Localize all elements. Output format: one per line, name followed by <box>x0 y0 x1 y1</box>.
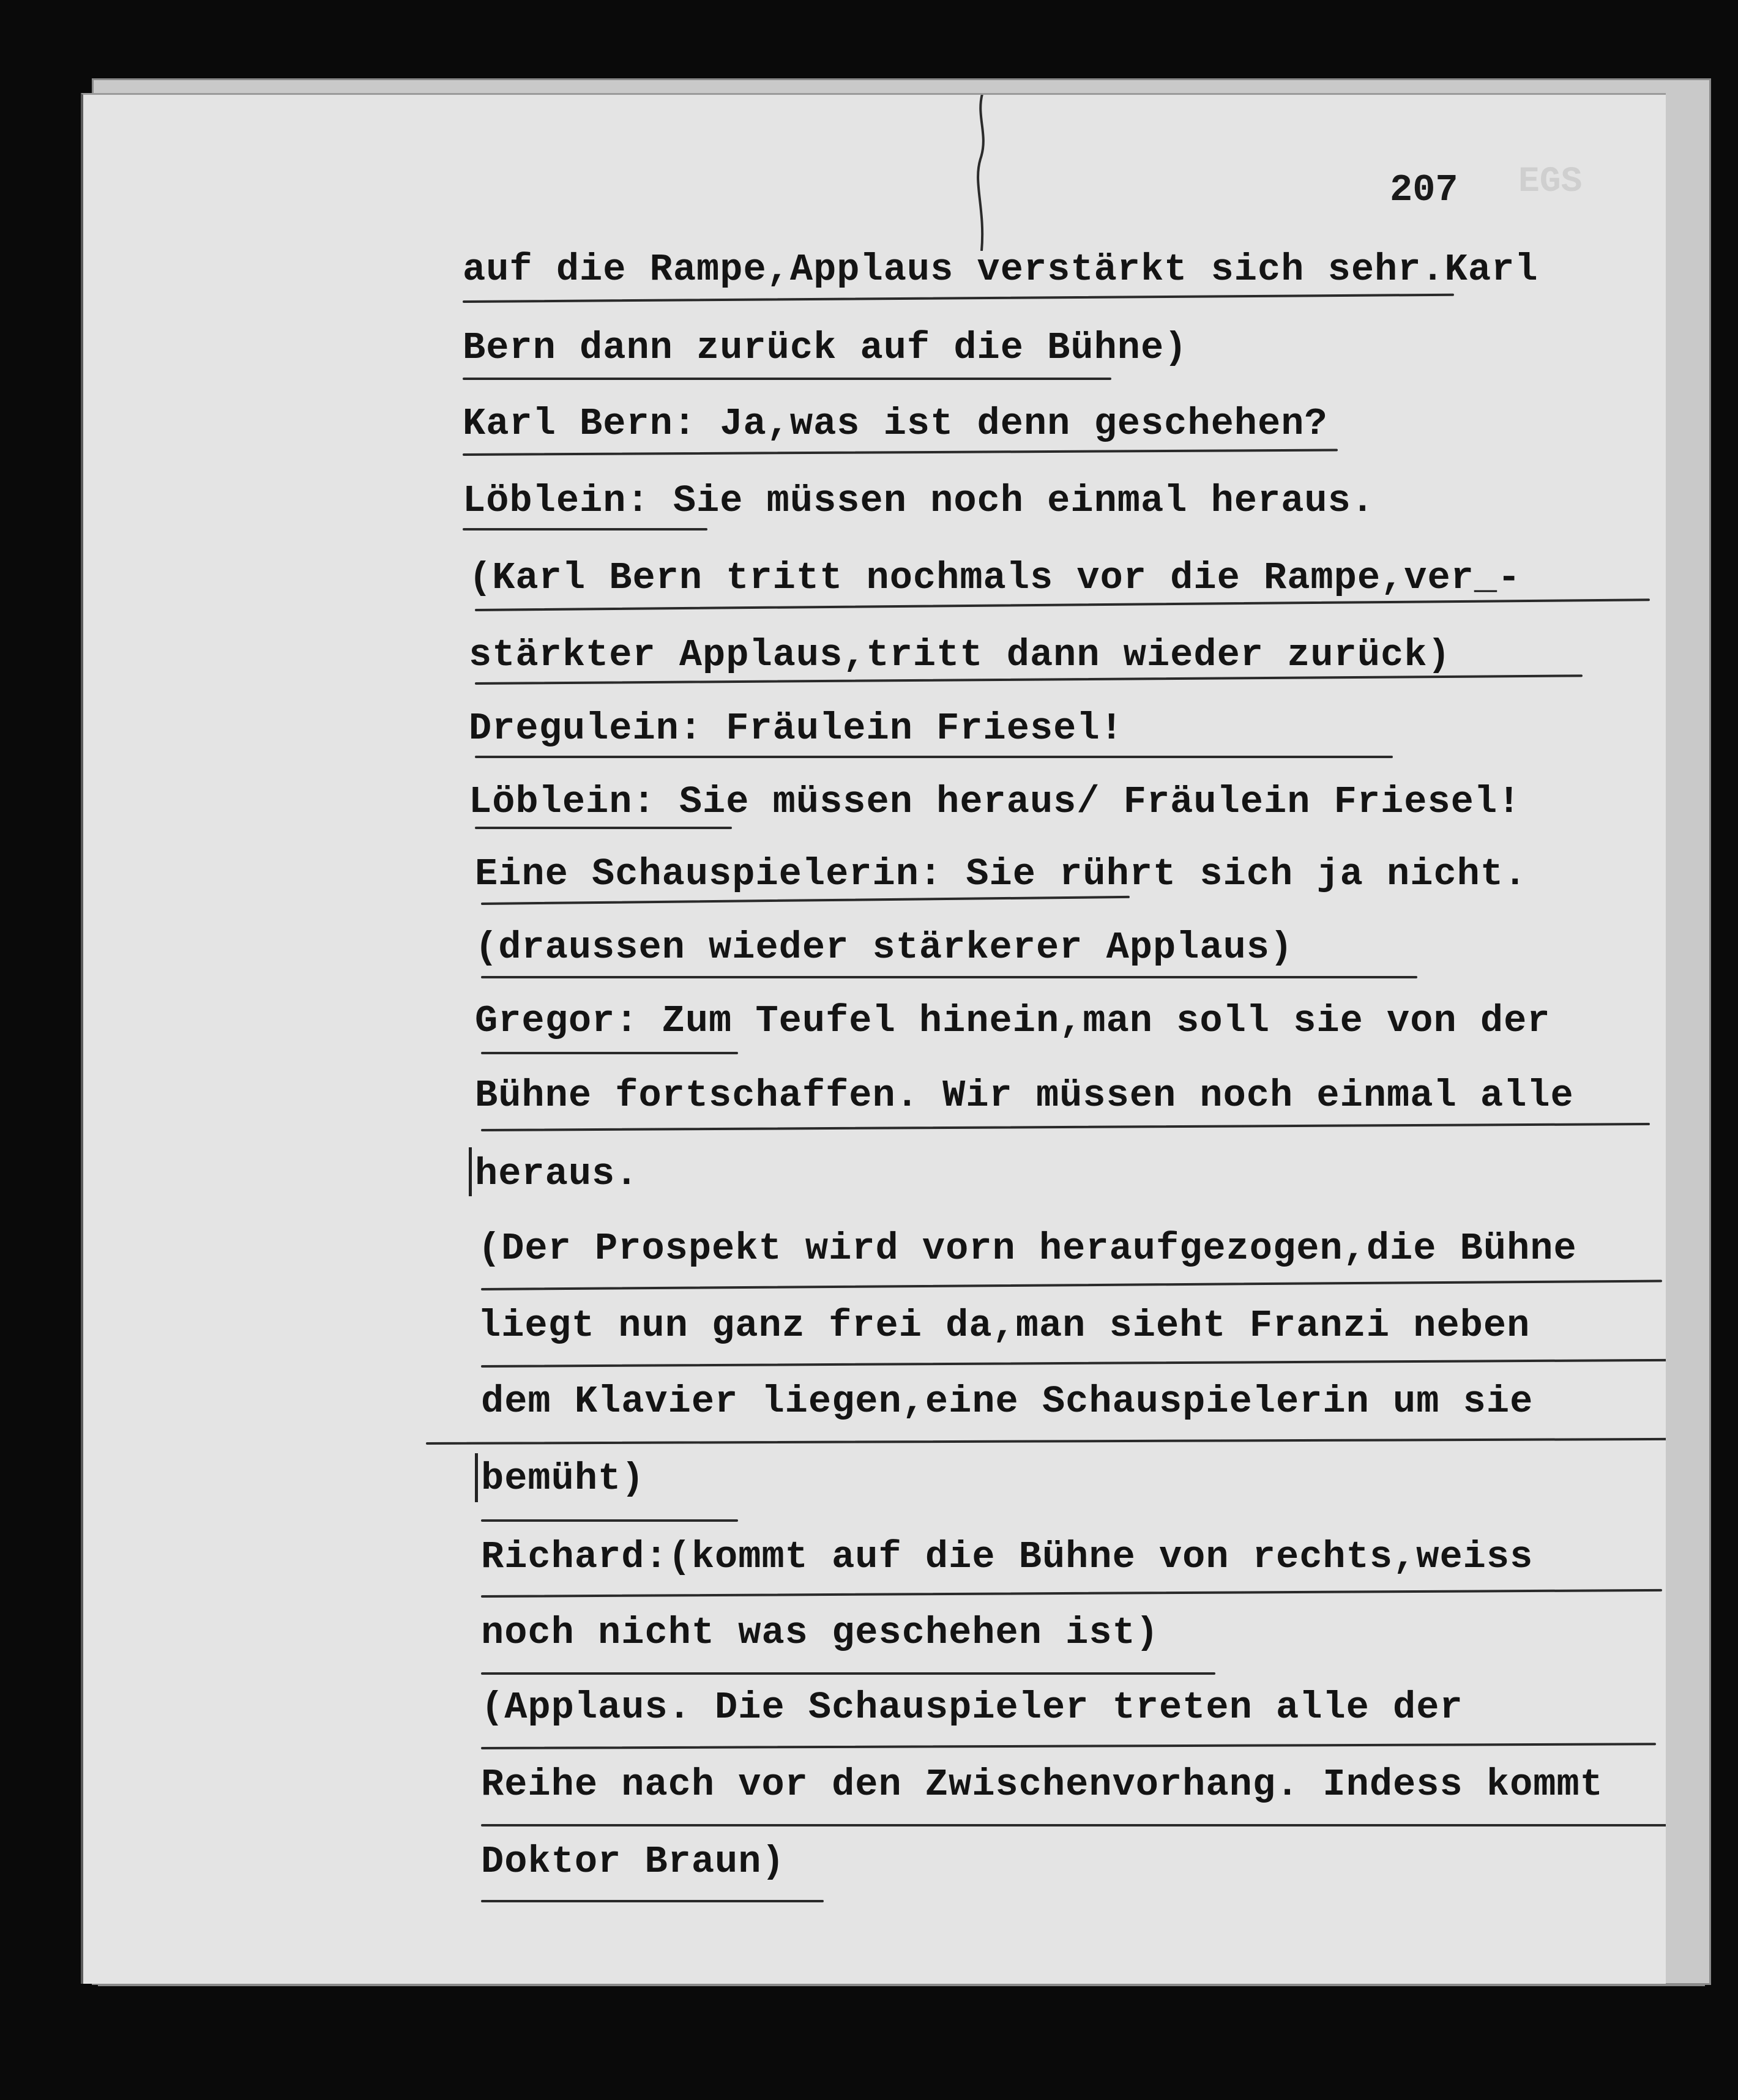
text-line: Bühne fortschaffen. Wir müssen noch einmal alle <box>475 1074 1574 1117</box>
pencil-underline <box>481 976 1417 978</box>
text-line: auf die Rampe,Applaus verstärkt sich sehr.Karl <box>463 248 1538 291</box>
pencil-underline <box>463 449 1338 456</box>
page-number: 207 <box>1390 168 1458 212</box>
pencil-underline <box>463 528 707 531</box>
faint-stamp: EGS <box>1518 162 1583 202</box>
pencil-underline <box>481 1519 738 1522</box>
text-line: noch nicht was geschehen ist) <box>481 1611 1159 1655</box>
pencil-underline <box>481 1123 1650 1131</box>
paper-crease <box>964 93 1001 251</box>
pencil-underline <box>475 827 732 829</box>
typescript-page <box>81 93 1666 1984</box>
text-line: Bern dann zurück auf die Bühne) <box>463 326 1188 370</box>
text-line: dem Klavier liegen,eine Schauspielerin um sie <box>481 1380 1534 1423</box>
pencil-underline <box>463 378 1111 380</box>
text-line: Gregor: Zum Teufel hinein,man soll sie von der <box>475 999 1551 1043</box>
text-line: heraus. <box>475 1152 639 1196</box>
text-line: stärkter Applaus,tritt dann wieder zurück) <box>469 633 1451 677</box>
text-line: (draussen wieder stärkerer Applaus) <box>475 926 1294 969</box>
pencil-underline <box>481 896 1130 905</box>
margin-mark <box>469 1147 472 1196</box>
margin-mark <box>475 1453 478 1502</box>
pencil-underline <box>481 1743 1656 1749</box>
pencil-underline <box>475 756 1393 758</box>
pencil-underline <box>463 294 1454 303</box>
text-line: (Der Prospekt wird vorn heraufgezogen,die Bühne <box>478 1227 1577 1270</box>
pencil-underline <box>475 598 1650 611</box>
text-line: Dregulein: Fräulein Friesel! <box>469 707 1124 750</box>
pencil-underline <box>481 1900 824 1902</box>
pencil-underline <box>481 1052 738 1054</box>
text-line: Löblein: Sie müssen noch einmal heraus. <box>463 479 1375 523</box>
text-line: bemüht) <box>481 1457 645 1500</box>
text-line: Eine Schauspielerin: Sie rührt sich ja nicht. <box>475 852 1527 896</box>
pencil-underline <box>481 1672 1215 1675</box>
text-line: liegt nun ganz frei da,man sieht Franzi neben <box>478 1304 1531 1347</box>
pencil-underline <box>481 1589 1662 1598</box>
text-line: Löblein: Sie müssen heraus/ Fräulein Friesel! <box>469 780 1521 824</box>
text-line: Doktor Braun) <box>481 1840 785 1883</box>
text-line: Reihe nach vor den Zwischenvorhang. Indess kommt <box>481 1763 1603 1806</box>
text-line: (Applaus. Die Schauspieler treten alle der <box>481 1686 1463 1729</box>
text-line: Karl Bern: Ja,was ist denn geschehen? <box>463 402 1328 445</box>
pencil-underline <box>481 1359 1666 1368</box>
text-line: (Karl Bern tritt nochmals vor die Rampe,ver_- <box>469 556 1521 600</box>
pencil-underline <box>426 1438 1666 1445</box>
pencil-underline <box>481 1824 1666 1826</box>
pencil-underline <box>481 1280 1662 1290</box>
text-line: Richard:(kommt auf die Bühne von rechts,weiss <box>481 1535 1534 1579</box>
